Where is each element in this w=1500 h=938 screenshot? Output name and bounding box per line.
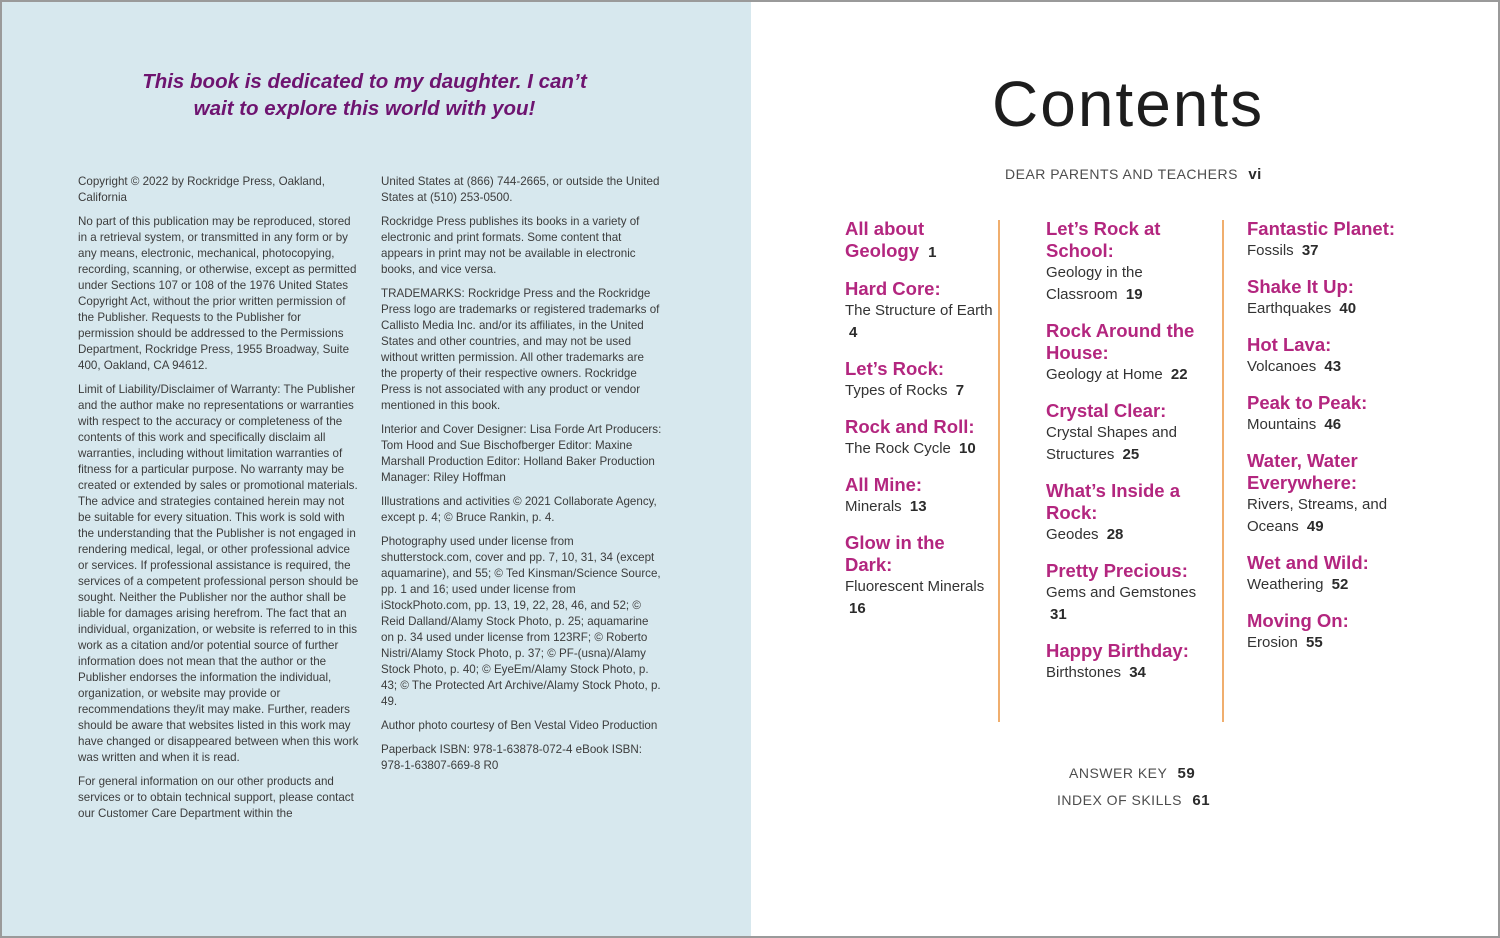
- toc-column-2: [1046, 218, 1218, 698]
- toc-front-matter-label: DEAR PARENTS AND TEACHERS: [1005, 166, 1238, 182]
- toc-entry-title: Rock and Roll:: [845, 416, 975, 437]
- toc-entry-title: Moving On:: [1247, 610, 1349, 631]
- toc-entry-title: Wet and Wild:: [1247, 552, 1369, 573]
- toc-entry-title: What’s Inside a Rock:: [1046, 480, 1180, 523]
- toc-entry-page: 55: [1306, 634, 1323, 651]
- toc-entry-page: 34: [1129, 664, 1146, 681]
- toc-entry[interactable]: [845, 358, 995, 402]
- toc-back-matter-page: 61: [1192, 792, 1211, 809]
- toc-entry-page: 43: [1324, 358, 1342, 375]
- toc-back-matter-label: ANSWER KEY: [1069, 765, 1168, 781]
- column-divider: [998, 220, 1000, 722]
- copyright-paragraph: For general information on our other products and services or to obtain technical support, please contact our Customer Care Department within the: [78, 775, 354, 820]
- toc-entry-page: 31: [1050, 606, 1067, 623]
- copyright-paragraph: Limit of Liability/Disclaimer of Warranty: The Publisher and the author make no representations or warranties with respect to the accuracy or completeness of the contents of this work and specifically disclaim all warranties, including without limitation warranties of fitness for a particular purpose. No warranty may be created or extended by sales or promotional materials. The advice and strategies contained herein may not be suitable for every situation. This work is sold with the understanding that the Publisher is not engaged in rendering medical, legal, or other professional advice or services. If professional assistance is required, the services of a competent professional person should be sought. Neither the Publisher nor the author shall be liable for damages arising herefrom. The fact that an individual, organization, or website is referred to in this work as a citation and/or potential source of further information does not mean that the author or the Publisher endorses the information the individual, organization, or website may provide or recommendations they/it may make. Further, readers should be aware that websites listed in this work may have changed or disappeared between when this work was written and when it is read.: [78, 383, 359, 764]
- toc-entry-page: 49: [1306, 518, 1324, 535]
- toc-entry-subtitle: Minerals: [845, 498, 902, 515]
- toc-entry-page: 40: [1339, 300, 1357, 317]
- toc-entry-page: 4: [849, 324, 858, 341]
- toc-entry-subtitle: Gems and Gemstones: [1046, 584, 1197, 601]
- toc-entry[interactable]: [1247, 218, 1397, 262]
- toc-entry-subtitle: Geology at Home: [1046, 366, 1163, 383]
- copyright-paragraph: No part of this publication may be reproduced, stored in a retrieval system, or transmitted in any form or by any means, electronic, mechanical, photocopying, recording, scanning, or otherwise, except as permitted under Sections 107 or 108 of the 1976 United States Copyright Act, without the prior written permission of the Publisher. Requests to the Publisher for permission should be addressed to the Permissions Department, Rockridge Press, 1955 Broadway, Suite 400, Oakland, CA 94612.: [78, 215, 357, 372]
- toc-entry-title: Glow in the Dark:: [845, 532, 945, 575]
- toc-entry[interactable]: [1247, 334, 1397, 378]
- toc-entry-page: 22: [1170, 366, 1188, 383]
- toc-entry-page: 13: [909, 498, 927, 515]
- toc-entry-page: 7: [955, 382, 965, 399]
- contents-title: Contents: [992, 68, 1265, 140]
- toc-entry-page: 19: [1125, 286, 1143, 303]
- copyright-paragraph: United States at (866) 744-2665, or outside the United States at (510) 253-0500.: [381, 175, 660, 204]
- toc-entry[interactable]: [1247, 552, 1397, 596]
- toc-entry-subtitle: Fossils: [1247, 242, 1294, 259]
- toc-entry-subtitle: Mountains: [1247, 416, 1317, 433]
- toc-entry-title: Let’s Rock at School:: [1046, 218, 1161, 261]
- toc-entry[interactable]: [1046, 400, 1218, 466]
- copyright-paragraph: Paperback ISBN: 978-1-63878-072-4 eBook ISBN: 978-1-63807-669-8 R0: [381, 743, 643, 772]
- toc-entry[interactable]: [845, 416, 995, 460]
- toc-entry-subtitle: Crystal Shapes and Structures: [1046, 424, 1177, 463]
- toc-entry[interactable]: [1046, 560, 1218, 626]
- copyright-column-2: [381, 174, 663, 782]
- toc-entry-subtitle: Fluorescent Minerals: [845, 578, 985, 595]
- toc-entry-page: 1: [928, 244, 937, 261]
- toc-entry-title: Let’s Rock:: [845, 358, 945, 379]
- toc-entry-title: Water, Water Everywhere:: [1247, 450, 1358, 493]
- copyright-paragraph: TRADEMARKS: Rockridge Press and the Rockridge Press logo are trademarks or registered trademarks of Callisto Media Inc. and/or its affiliates, in the United States and other countries, and may not be used without written permission. All other trademarks are the property of their respective owners. Rockridge Press is not associated with any product or vendor mentioned in this book.: [381, 287, 660, 412]
- toc-entry-title: Hard Core:: [845, 278, 941, 299]
- toc-back-matter-page: 59: [1177, 765, 1196, 782]
- toc-entry-title: Hot Lava:: [1247, 334, 1332, 355]
- toc-entry-page: 28: [1106, 526, 1124, 543]
- toc-index-of-skills[interactable]: [1057, 790, 1210, 811]
- toc-entry-page: 46: [1324, 416, 1342, 433]
- toc-entry-title: Fantastic Planet:: [1247, 218, 1396, 239]
- toc-entry-subtitle: Weathering: [1247, 576, 1324, 593]
- copyright-paragraph: Interior and Cover Designer: Lisa Forde Art Producers: Tom Hood and Sue Bischofberger Editor: Maxine Marshall Production Editor: Holland Baker Production Manager: Riley Hoffman: [381, 423, 662, 484]
- dedication: [92, 68, 637, 122]
- toc-entry[interactable]: [1046, 320, 1218, 386]
- toc-entry-subtitle: Birthstones: [1046, 664, 1122, 681]
- toc-entry[interactable]: [845, 218, 995, 264]
- toc-entry-title: Happy Birthday:: [1046, 640, 1189, 661]
- toc-column-1: [845, 218, 995, 634]
- toc-entry[interactable]: [1046, 218, 1218, 306]
- dedication-line: wait to explore this world with you!: [193, 97, 536, 120]
- toc-back-matter-label: INDEX OF SKILLS: [1057, 792, 1182, 808]
- toc-entry-subtitle: Types of Rocks: [845, 382, 948, 399]
- toc-entry-subtitle: Rivers, Streams, and Oceans: [1247, 496, 1388, 535]
- toc-entry-title: All Mine:: [845, 474, 923, 495]
- toc-entry-subtitle: Volcanoes: [1247, 358, 1317, 375]
- toc-entry[interactable]: [1046, 640, 1218, 684]
- copyright-paragraph: Copyright © 2022 by Rockridge Press, Oakland, California: [78, 175, 325, 204]
- toc-entry-subtitle: The Rock Cycle: [845, 440, 951, 457]
- toc-entry[interactable]: [1247, 276, 1397, 320]
- toc-entry-page: 25: [1122, 446, 1140, 463]
- dedication-line: This book is dedicated to my daughter. I can’t: [142, 70, 587, 93]
- copyright-paragraph: Photography used under license from shutterstock.com, cover and pp. 7, 10, 31, 34 (except aquamarine), and 55; © Ted Kinsman/Science Source, pp. 1 and 16; used under license from iStockPhoto.com, pp. 13, 19, 22, 28, 46, and 52; © Reid Dalland/Alamy Stock Photo, p. 25; aquamarine on p. 34 used under license from 123RF; © Roberto Nistri/Alamy Stock Photo, p. 37; © PF-(usna)/Alamy Stock Photo, p. 40; © EyeEm/Alamy Stock Photo, p. 43; © The Protected Art Archive/Alamy Stock Photo, p. 49.: [381, 535, 661, 708]
- toc-entry-subtitle: The Structure of Earth: [845, 302, 993, 319]
- toc-entry[interactable]: [1046, 480, 1218, 546]
- toc-entry[interactable]: [1247, 610, 1397, 654]
- toc-entry-page: 52: [1331, 576, 1349, 593]
- toc-entry-subtitle: Earthquakes: [1247, 300, 1332, 317]
- toc-entry-title: Pretty Precious:: [1046, 560, 1188, 581]
- copyright-paragraph: Author photo courtesy of Ben Vestal Video Production: [381, 719, 658, 732]
- toc-entry-page: 37: [1301, 242, 1319, 259]
- toc-entry-title: Rock Around the House:: [1046, 320, 1195, 363]
- toc-entry[interactable]: [845, 278, 995, 344]
- toc-answer-key[interactable]: [1069, 763, 1195, 784]
- toc-entry-title: Peak to Peak:: [1247, 392, 1368, 413]
- toc-entry[interactable]: [1247, 450, 1397, 538]
- copyright-paragraph: Illustrations and activities © 2021 Collaborate Agency, except p. 4; © Bruce Rankin, p. 4.: [381, 495, 657, 524]
- toc-entry-title: Crystal Clear:: [1046, 400, 1167, 421]
- toc-entry-title: All about Geology: [845, 218, 925, 261]
- toc-entry-page: 16: [849, 600, 866, 617]
- toc-front-matter-page: vi: [1248, 166, 1262, 183]
- toc-entry-subtitle: Erosion: [1247, 634, 1298, 651]
- toc-front-matter[interactable]: [1005, 164, 1262, 185]
- toc-column-3: [1247, 218, 1397, 668]
- toc-entry-subtitle: Geology in the Classroom: [1046, 264, 1143, 303]
- toc-entry[interactable]: [845, 532, 995, 620]
- toc-entry-page: 10: [959, 440, 976, 457]
- column-divider: [1222, 220, 1224, 722]
- toc-entry[interactable]: [845, 474, 995, 518]
- copyright-column-1: [78, 174, 360, 830]
- toc-entry-subtitle: Geodes: [1046, 526, 1099, 543]
- toc-entry-title: Shake It Up:: [1247, 276, 1354, 297]
- copyright-paragraph: Rockridge Press publishes its books in a variety of electronic and print formats. Some content that appears in print may not be available in electronic books, and vice versa.: [381, 215, 640, 276]
- copyright-page: [2, 2, 751, 938]
- toc-entry[interactable]: [1247, 392, 1397, 436]
